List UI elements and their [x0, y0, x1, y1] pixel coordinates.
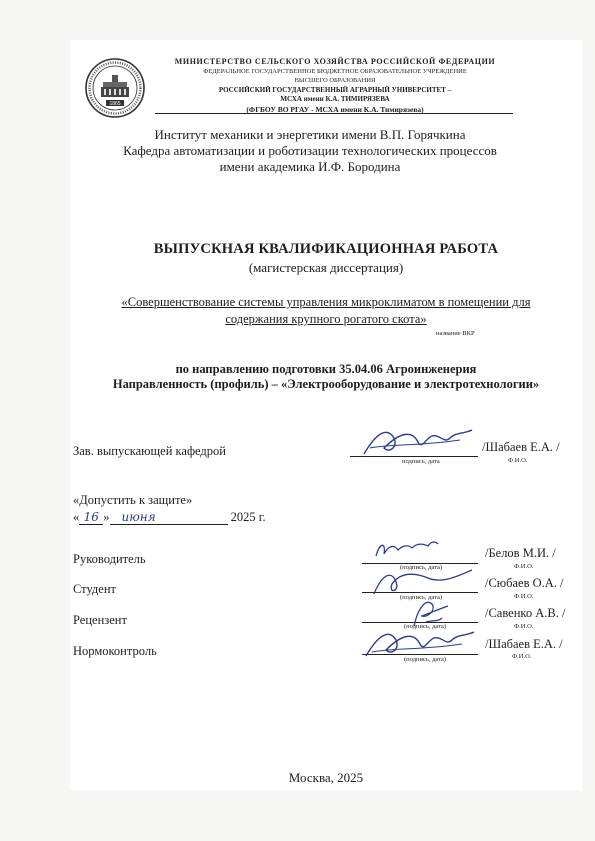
student-signature-caption: (подпись, дата) [400, 594, 443, 601]
department-name: Кафедра автоматизации и роботизации технологических процессов [123, 143, 497, 158]
student-name-caption: Ф.И.О. [514, 593, 534, 600]
study-direction: по направлению подготовки 35.04.06 Агроинженерия [175, 362, 477, 376]
university-emblem [84, 57, 146, 119]
head-signature-caption: подпись, дата [402, 458, 440, 465]
emblem-year: 1865 [109, 101, 121, 107]
ministry-header [160, 57, 510, 114]
document-subtitle: (магистерская диссертация) [248, 260, 404, 275]
norm-control-name: /Шабаев Е.А. / [485, 637, 563, 651]
head-of-department-label: Зав. выпускающей кафедрой [73, 444, 226, 458]
admission-label: «Допустить к защите» [73, 493, 193, 507]
thesis-theme-line1: «Совершенствование системы управления микроклиматом в помещении для [121, 295, 531, 309]
close-quote: » [103, 510, 110, 524]
supervisor-label: Руководитель [73, 552, 146, 566]
reviewer-name: /Савенко А.В. / [485, 606, 566, 620]
university-abbreviation: (ФГБОУ ВО РГАУ - МСХА имени К.А. Тимирязева) [246, 104, 424, 114]
admission-day: 16 [79, 510, 103, 525]
admission-year: 2025 г. [230, 510, 266, 524]
university-name-line2: МСХА имени К.А. ТИМИРЯЗЕВА [280, 95, 390, 103]
head-of-department-name: /Шабаев Е.А. / [482, 440, 560, 454]
institute-name: Институт механики и энергетики имени В.П. Горячкина [154, 127, 466, 142]
supervisor-name: /Белов М.И. / [485, 546, 556, 560]
supervisor-signature-caption: (подпись, дата) [400, 564, 443, 571]
student-name: /Сюбаев О.А. / [485, 576, 564, 590]
reviewer-name-caption: Ф.И.О. [514, 623, 534, 630]
student-label: Студент [73, 582, 116, 596]
norm-control-name-caption: Ф.И.О. [512, 653, 532, 660]
thesis-theme-caption: название ВКР [436, 330, 475, 337]
open-quote: « [73, 510, 80, 524]
institution-type-line1: ФЕДЕРАЛЬНОЕ ГОСУДАРСТВЕННОЕ БЮДЖЕТНОЕ ОБРАЗОВАТЕЛЬНОЕ УЧРЕЖДЕНИЕ [203, 67, 467, 75]
header-divider [155, 113, 513, 114]
admission-date [73, 510, 266, 525]
document-title: ВЫПУСКНАЯ КВАЛИФИКАЦИОННАЯ РАБОТА [153, 241, 499, 257]
institution-type-line2: ВЫСШЕГО ОБРАЗОВАНИЯ [294, 77, 376, 84]
department-named-after: имени академика И.Ф. Бородина [219, 159, 401, 174]
norm-control-label: Нормоконтроль [73, 644, 157, 658]
thesis-theme-line2: содержания крупного рогатого скота» [225, 312, 427, 326]
head-name-caption: Ф.И.О. [508, 457, 528, 464]
reviewer-label: Рецензент [73, 613, 127, 627]
ministry-name: МИНИСТЕРСТВО СЕЛЬСКОГО ХОЗЯЙСТВА РОССИЙСКОЙ ФЕДЕРАЦИИ [174, 57, 496, 66]
norm-control-signature-caption: (подпись, дата) [404, 656, 447, 663]
study-profile: Направленность (профиль) – «Электрооборудование и электротехнологии» [112, 377, 540, 391]
signature-supervisor [372, 536, 442, 567]
university-name-line1: РОССИЙСКИЙ ГОСУДАРСТВЕННЫЙ АГРАРНЫЙ УНИВЕРСИТЕТ – [218, 85, 452, 94]
city-year: Москва, 2025 [288, 770, 364, 785]
reviewer-signature-caption: (подпись, дата) [404, 623, 447, 630]
supervisor-name-caption: Ф.И.О. [514, 563, 534, 570]
admission-month: июня [110, 510, 228, 525]
